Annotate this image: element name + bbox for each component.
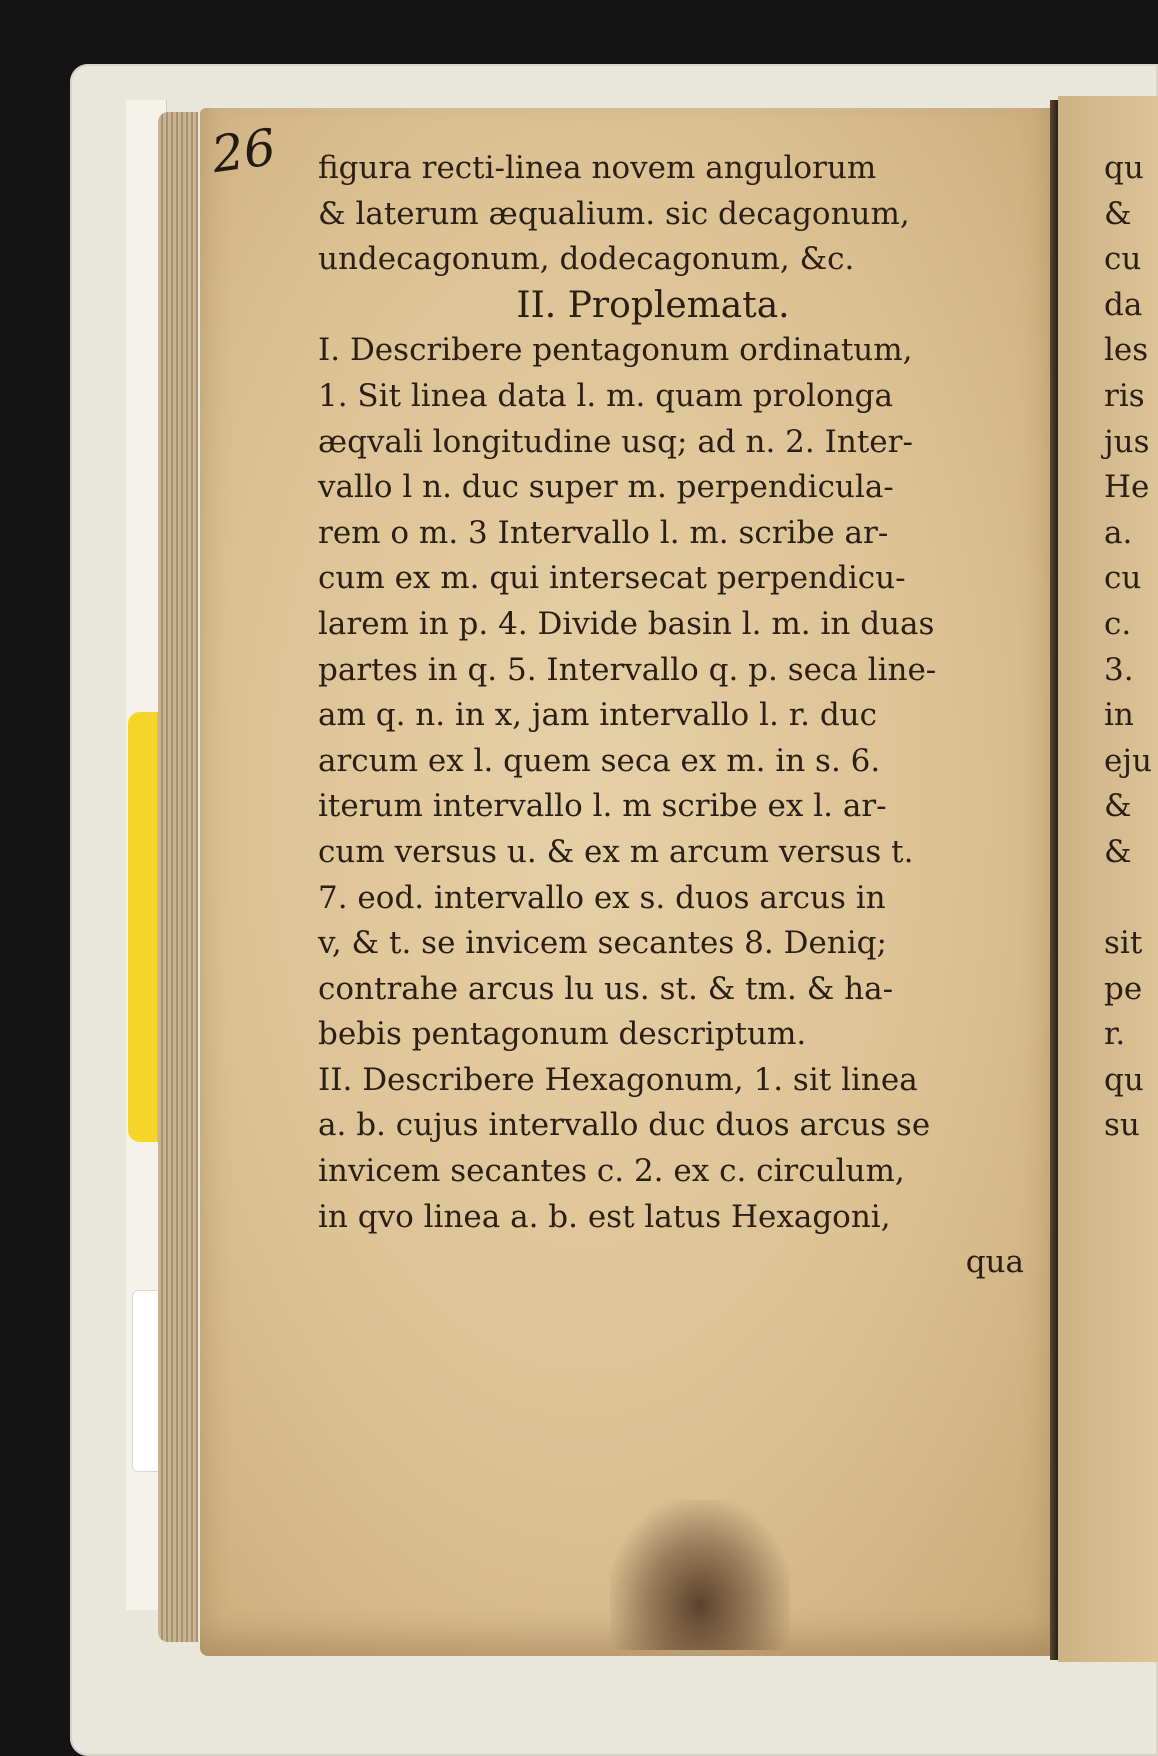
page-number: 26	[208, 117, 280, 185]
text-line: undecagonum, dodecagonum, &c.	[318, 241, 855, 278]
text-line: & laterum æqualium. sic decagonum,	[318, 195, 910, 232]
text-line: 7. eod. intervallo ex s. duos arcus in	[318, 879, 886, 916]
page-edges	[158, 112, 198, 1642]
ink-stain	[610, 1500, 790, 1650]
text-line: invicem secantes c. 2. ex c. circulum,	[318, 1153, 905, 1190]
text-line: figura recti-linea novem angulorum	[318, 150, 877, 186]
fragment: jus	[1104, 423, 1150, 460]
text-line: cum versus u. & ex m arcum versus t.	[318, 833, 914, 870]
fragment: qu	[1104, 150, 1144, 186]
catchword: qua	[965, 1244, 1024, 1281]
fragment: cu	[1104, 560, 1142, 597]
fragment: les	[1104, 332, 1149, 369]
text-line: in qvo linea a. b. est latus Hexagoni,	[318, 1198, 891, 1235]
fragment: c.	[1104, 605, 1132, 642]
text-line: cum ex m. qui intersecat perpendicu-	[318, 560, 906, 597]
fragment: ris	[1104, 377, 1145, 414]
text-line: II. Describere Hexagonum, 1. sit linea	[318, 1061, 918, 1098]
fragment: da	[1104, 286, 1143, 323]
facing-page-text	[1104, 146, 1152, 1149]
text-line: rem o m. 3 Intervallo l. m. scribe ar-	[318, 514, 889, 551]
fragment: &	[1104, 788, 1132, 825]
fragment: qu	[1104, 1061, 1144, 1098]
text-line: æqvali longitudine usq; ad n. 2. Inter-	[318, 423, 913, 460]
text-line: contrahe arcus lu us. st. & tm. & ha-	[318, 970, 894, 1007]
text-line: bebis pentagonum descriptum.	[318, 1016, 807, 1053]
page-text	[318, 146, 1048, 1286]
text-line: iterum intervallo l. m scribe ex l. ar-	[318, 788, 887, 825]
fragment: su	[1104, 1107, 1140, 1144]
fragment: in	[1104, 697, 1134, 734]
text-line: vallo l n. duc super m. perpendicula-	[318, 469, 894, 506]
yellow-bookmark-flag	[128, 712, 160, 1142]
text-line: 1. Sit linea data l. m. quam prolonga	[318, 377, 893, 414]
fragment: eju	[1104, 742, 1152, 779]
fragment: pe	[1104, 970, 1143, 1007]
fragment: r.	[1104, 1016, 1126, 1053]
book-gutter	[1050, 100, 1058, 1660]
fragment: a.	[1104, 514, 1133, 551]
fragment: &	[1104, 195, 1132, 232]
fragment	[1104, 876, 1152, 922]
fragment: He	[1104, 469, 1150, 506]
text-line: am q. n. in x, jam intervallo l. r. duc	[318, 697, 877, 734]
text-line: partes in q. 5. Intervallo q. p. seca line-	[318, 651, 937, 688]
fragment: sit	[1104, 925, 1143, 962]
text-line: a. b. cujus intervallo duc duos arcus se	[318, 1107, 931, 1144]
text-line: larem in p. 4. Divide basin l. m. in duas	[318, 605, 935, 642]
text-line: I. Describere pentagonum ordinatum,	[318, 332, 913, 369]
fragment: &	[1104, 833, 1132, 870]
text-line: arcum ex l. quem seca ex m. in s. 6.	[318, 742, 881, 779]
section-heading: II. Proplemata.	[516, 284, 790, 326]
text-line: v, & t. se invicem secantes 8. Deniq;	[318, 925, 887, 962]
fragment: 3.	[1104, 651, 1134, 688]
fragment: cu	[1104, 241, 1142, 278]
